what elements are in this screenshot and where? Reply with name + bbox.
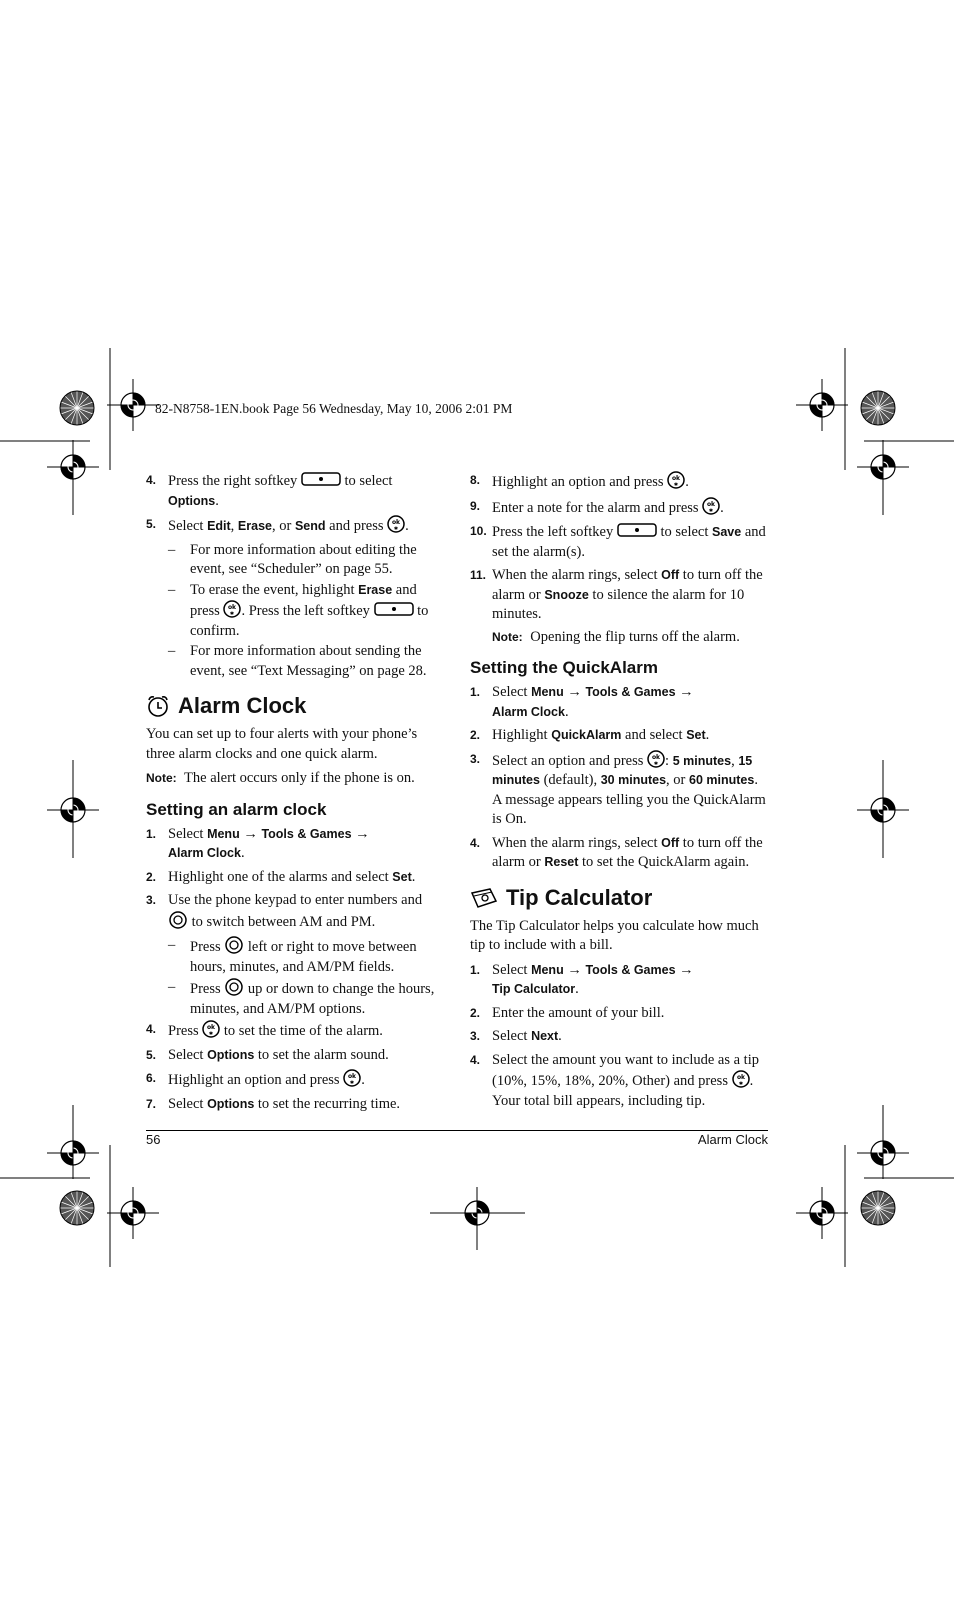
tip-step-4: 4. Select the amount you want to include as a tip (10%, 15%, 18%, 20%, Other) and press ok ✱ . Your total bill appears, including tip. [470,1051,759,1109]
ok-key-icon [202,1020,220,1038]
alarm-clock-icon [146,694,170,718]
tip-step-1: 1. Select Menu → Tools & Games → Tip Calculator. [470,961,694,997]
alarm-step-1: 1. Select Menu → Tools & Games → Alarm Clock. [146,825,370,861]
sub-item: – Press up or down to change the hours, minutes, and AM/PM options. [168,979,435,1017]
alarm-step-11: 11. When the alarm rings, select Off to turn off the alarm or Snooze to silence the alarm for 10 minutes. [470,567,763,622]
step-5: 5. Select Edit, Erase, or Send and press ok ✱ . [146,517,409,534]
svg-text:ok: ok [672,475,681,482]
svg-text:✱: ✱ [653,760,659,767]
tip-step-3: 3. Select Next. [470,1028,562,1044]
quick-step-3: 3. Select an option and press ok ✱ : 5 minutes, 15 minutes (default), 30 minutes, or 60 minutes. A message appears telling you the QuickAlarm is On. [470,751,766,827]
note: Note: Opening the flip turns off the alarm. [492,628,740,645]
sub-item: – For more information about sending the event, see “Text Messaging” on page 28. [168,643,427,679]
step-4: 4. Press the right softkey to select Options. [146,473,393,509]
tip-intro: The Tip Calculator helps you calculate how much tip to include with a bill. [470,917,759,953]
quick-step-1: 1. Select Menu → Tools & Games → Alarm Clock. [470,684,694,720]
alarm-clock-heading: Alarm Clock [146,693,436,719]
softkey-icon [374,601,414,617]
sub-item: – For more information about editing the event, see “Scheduler” on page 55. [168,541,417,577]
svg-text:ok: ok [651,753,661,761]
svg-text:ok: ok [228,604,237,611]
nav-key-icon [168,911,188,929]
svg-text:✱: ✱ [394,526,399,532]
svg-text:ok: ok [207,1024,216,1031]
ok-key-icon [667,471,685,489]
page-number: 56 [146,1132,161,1147]
alarm-step-8: 8. Highlight an option and press ok ✱ . [470,473,689,490]
footer-rule [146,1130,768,1131]
book-header: 82-N8758-1EN.book Page 56 Wednesday, May 10, 2006 2:01 PM [155,401,513,416]
ok-key-icon [223,600,241,618]
softkey-icon [301,471,341,487]
ok-key-icon [732,1070,750,1088]
ok-key-icon [387,515,405,533]
left-column [146,471,436,1118]
quick-step-4: 4. When the alarm rings, select Off to turn off the alarm or Reset to set the QuickAlarm again. [470,834,763,870]
nav-key-icon [224,936,244,954]
svg-text:ok: ok [392,519,401,526]
alarm-step-9: 9. Enter a note for the alarm and press ok ✱ . [470,498,724,516]
svg-text:✱: ✱ [230,611,235,617]
right-column [470,471,770,1115]
softkey-icon [617,522,657,538]
tip-calculator-icon [470,887,498,909]
quick-step-2: 2. Highlight QuickAlarm and select Set. [470,727,710,743]
svg-text:✱: ✱ [709,507,714,514]
tip-step-2: 2. Enter the amount of your bill. [470,1004,665,1021]
svg-text:✱: ✱ [209,1031,214,1037]
svg-text:ok: ok [736,1074,745,1081]
alarm-step-2: 2. Highlight one of the alarms and select Set. [146,868,416,885]
ok-key-icon [343,1069,361,1087]
footer-section: Alarm Clock [697,1132,768,1147]
svg-text:✱: ✱ [738,1081,743,1087]
ok-key-icon [647,750,665,768]
alarm-step-6: 6. Highlight an option and press ok ✱ . [146,1071,365,1088]
quickalarm-heading: Setting the QuickAlarm [470,658,658,677]
alarm-step-10: 10. Press the left softkey to select Save and set the alarm(s). [470,524,766,560]
alarm-step-4: 4. Press ok ✱ to set the time of the alarm. [146,1022,383,1039]
sub-item: – Press left or right to move between hours, minutes, and AM/PM fields. [168,937,417,975]
svg-text:ok: ok [707,500,716,508]
nav-key-icon [224,978,244,996]
svg-text:ok: ok [348,1073,357,1080]
alarm-step-5: 5. Select Options to set the alarm sound. [146,1046,389,1063]
alarm-step-3: 3. Use the phone keypad to enter numbers and to switch between AM and PM. [146,892,423,930]
note: Note: The alert occurs only if the phone is on. [146,770,415,786]
svg-text:✱: ✱ [350,1080,355,1086]
alarm-intro: You can set up to four alerts with your phone’s three alarm clocks and one quick alarm. [146,726,418,762]
svg-text:✱: ✱ [674,482,679,488]
tip-calculator-heading: Tip Calculator [470,885,770,911]
ok-key-icon [702,497,720,515]
alarm-step-7: 7. Select Options to set the recurring time. [146,1095,401,1112]
sub-item: – To erase the event, highlight Erase and press ok ✱ . Press the left softkey to confirm. [168,581,429,639]
setting-alarm-heading: Setting an alarm clock [146,799,327,819]
